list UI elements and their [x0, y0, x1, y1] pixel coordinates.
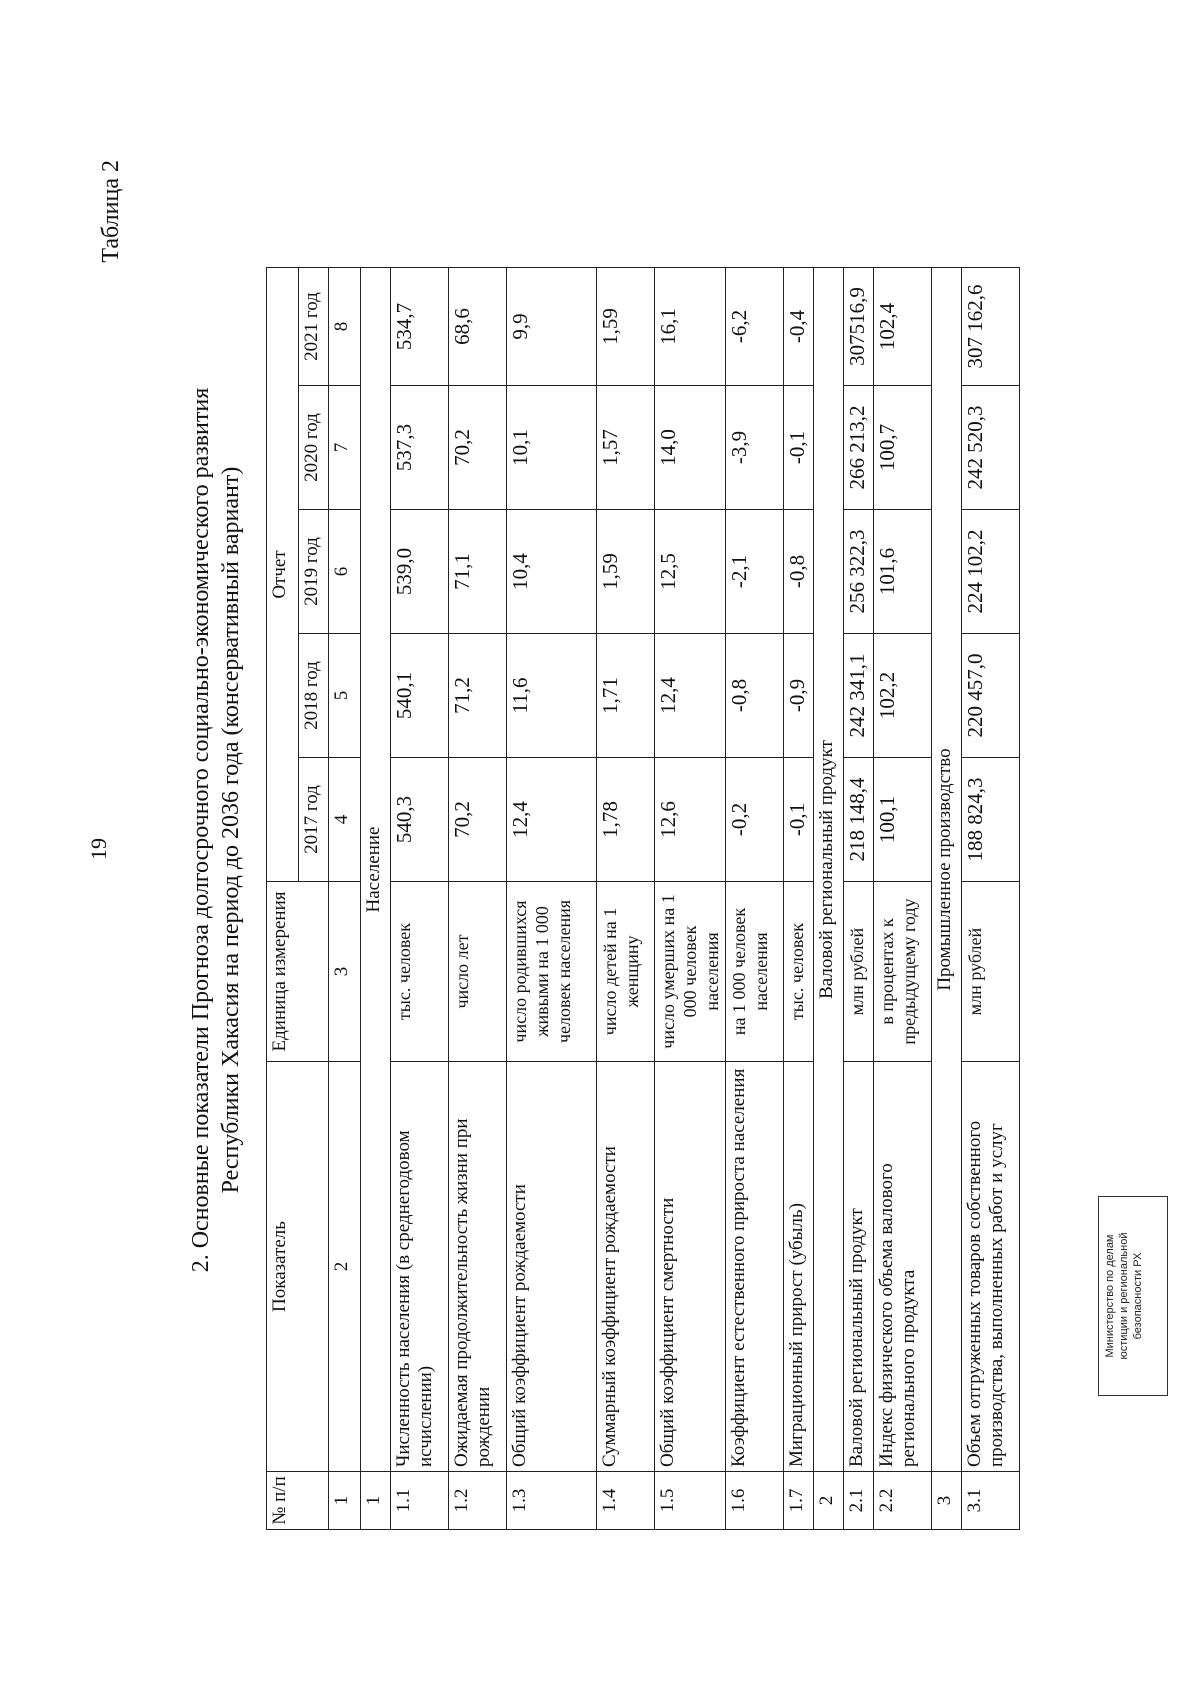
unit-cell: число родившихся живыми на 1 000 человек населения: [507, 882, 597, 1062]
registration-stamp: [1098, 1196, 1168, 1396]
indicator-name: Объем отгруженных товаров собственного производства, выполненных работ и услуг: [962, 1062, 1020, 1472]
section-row: [361, 268, 391, 1530]
value-cell: 540,3: [391, 758, 449, 882]
value-cell: 307516,9: [844, 268, 874, 386]
value-cell: 12,4: [655, 634, 726, 758]
row-number: 2: [814, 1472, 844, 1530]
table-label: Таблица 2: [98, 160, 124, 263]
header-year: 2018 год: [299, 634, 329, 758]
table-body: [361, 268, 1020, 1530]
header-year: 2021 год: [299, 268, 329, 386]
table-row: [449, 268, 507, 1530]
value-cell: 102,4: [874, 268, 932, 386]
table-row: [726, 268, 784, 1530]
value-cell: 10,4: [507, 510, 597, 634]
col-number: 2: [329, 1062, 361, 1472]
header-report: Отчет: [267, 268, 299, 882]
value-cell: 540,1: [391, 634, 449, 758]
row-number: 2.2: [874, 1472, 932, 1530]
value-cell: 16,1: [655, 268, 726, 386]
row-number: 3.1: [962, 1472, 1020, 1530]
value-cell: 12,5: [655, 510, 726, 634]
row-number: 1.2: [449, 1472, 507, 1530]
indicators-table: [266, 267, 1020, 1530]
title-line-1: 2. Основные показатели Прогноза долгосрочного социально-экономического развития: [188, 387, 214, 1273]
rotated-page-content: [80, 60, 1160, 1600]
col-number: 1: [329, 1472, 361, 1530]
page-number: 19: [86, 838, 111, 860]
value-cell: 1,59: [597, 268, 655, 386]
row-number: 1.7: [784, 1472, 814, 1530]
value-cell: 12,6: [655, 758, 726, 882]
header-indicator: Показатель: [267, 1062, 329, 1472]
row-number: 2.1: [844, 1472, 874, 1530]
table-row: [874, 268, 932, 1530]
indicator-name: Численность населения (в среднегодовом исчислении): [391, 1062, 449, 1472]
col-number: 7: [329, 386, 361, 510]
value-cell: 534,7: [391, 268, 449, 386]
value-cell: 14,0: [655, 386, 726, 510]
col-number: 8: [329, 268, 361, 386]
value-cell: 102,2: [874, 634, 932, 758]
value-cell: 70,2: [449, 758, 507, 882]
value-cell: 1,59: [597, 510, 655, 634]
unit-cell: число умерших на 1 000 человек населения: [655, 882, 726, 1062]
table-row: [784, 268, 814, 1530]
header-year: 2020 год: [299, 386, 329, 510]
value-cell: 71,2: [449, 634, 507, 758]
value-cell: -0,9: [784, 634, 814, 758]
table-row: [962, 268, 1020, 1530]
stamp-line: безопасности РХ: [1132, 1252, 1144, 1340]
value-cell: 12,4: [507, 758, 597, 882]
col-number: 5: [329, 634, 361, 758]
value-cell: -2,1: [726, 510, 784, 634]
stamp-line: юстиции и региональной: [1118, 1232, 1130, 1360]
value-cell: 101,6: [874, 510, 932, 634]
unit-cell: млн рублей: [962, 882, 1020, 1062]
value-cell: -3,9: [726, 386, 784, 510]
value-cell: 224 102,2: [962, 510, 1020, 634]
table-row: [844, 268, 874, 1530]
value-cell: -0,8: [726, 634, 784, 758]
table-row: [597, 268, 655, 1530]
unit-cell: число детей на 1 женщину: [597, 882, 655, 1062]
row-number: 1: [361, 1472, 391, 1530]
col-number: 3: [329, 882, 361, 1062]
table-row: [391, 268, 449, 1530]
value-cell: 218 148,4: [844, 758, 874, 882]
col-number: 4: [329, 758, 361, 882]
value-cell: 10,1: [507, 386, 597, 510]
indicator-name: Коэффициент естественного прироста населения: [726, 1062, 784, 1472]
indicator-name: Миграционный прирост (убыль): [784, 1062, 814, 1472]
document-title: [186, 60, 246, 1600]
section-title: Промышленное производство: [932, 268, 962, 1472]
value-cell: -0,2: [726, 758, 784, 882]
unit-cell: тыс. человек: [391, 882, 449, 1062]
stamp-line: Министерство по делам: [1104, 1234, 1116, 1358]
row-number: 1.5: [655, 1472, 726, 1530]
row-number: 3: [932, 1472, 962, 1530]
value-cell: -0,1: [784, 386, 814, 510]
indicator-name: Суммарный коэффициент рождаемости: [597, 1062, 655, 1472]
value-cell: 537,3: [391, 386, 449, 510]
header-unit: Единица измерения: [267, 882, 329, 1062]
row-number: 1.3: [507, 1472, 597, 1530]
header-num: № п/п: [267, 1472, 329, 1530]
header-year: 2019 год: [299, 510, 329, 634]
unit-cell: в процентах к предыдущему году: [874, 882, 932, 1062]
value-cell: 1,71: [597, 634, 655, 758]
indicator-name: Общий коэффициент смертности: [655, 1062, 726, 1472]
value-cell: 68,6: [449, 268, 507, 386]
value-cell: 100,1: [874, 758, 932, 882]
row-number: 1.4: [597, 1472, 655, 1530]
value-cell: -0,8: [784, 510, 814, 634]
value-cell: 539,0: [391, 510, 449, 634]
title-line-2: Республики Хакасия на период до 2036 года (консервативный вариант): [218, 466, 244, 1194]
indicator-name: Ожидаемая продолжительность жизни при рождении: [449, 1062, 507, 1472]
section-title: Население: [361, 268, 391, 1472]
value-cell: 1,57: [597, 386, 655, 510]
value-cell: -0,4: [784, 268, 814, 386]
row-number: 1.1: [391, 1472, 449, 1530]
indicator-name: Валовой региональный продукт: [844, 1062, 874, 1472]
value-cell: 9,9: [507, 268, 597, 386]
col-number: 6: [329, 510, 361, 634]
value-cell: 11,6: [507, 634, 597, 758]
table-row: [507, 268, 597, 1530]
value-cell: -0,1: [784, 758, 814, 882]
section-row: [814, 268, 844, 1530]
value-cell: 307 162,6: [962, 268, 1020, 386]
section-title: Валовой региональный продукт: [814, 268, 844, 1472]
value-cell: 1,78: [597, 758, 655, 882]
unit-cell: млн рублей: [844, 882, 874, 1062]
value-cell: -6,2: [726, 268, 784, 386]
value-cell: 70,2: [449, 386, 507, 510]
value-cell: 266 213,2: [844, 386, 874, 510]
indicator-name: Общий коэффициент рождаемости: [507, 1062, 597, 1472]
unit-cell: на 1 000 человек населения: [726, 882, 784, 1062]
value-cell: 220 457,0: [962, 634, 1020, 758]
unit-cell: число лет: [449, 882, 507, 1062]
value-cell: 71,1: [449, 510, 507, 634]
value-cell: 242 341,1: [844, 634, 874, 758]
value-cell: 100,7: [874, 386, 932, 510]
indicator-name: Индекс физического объема валового регионального продукта: [874, 1062, 932, 1472]
unit-cell: тыс. человек: [784, 882, 814, 1062]
header-year: 2017 год: [299, 758, 329, 882]
value-cell: 188 824,3: [962, 758, 1020, 882]
table-row: [655, 268, 726, 1530]
value-cell: 242 520,3: [962, 386, 1020, 510]
row-number: 1.6: [726, 1472, 784, 1530]
value-cell: 256 322,3: [844, 510, 874, 634]
section-row: [932, 268, 962, 1530]
